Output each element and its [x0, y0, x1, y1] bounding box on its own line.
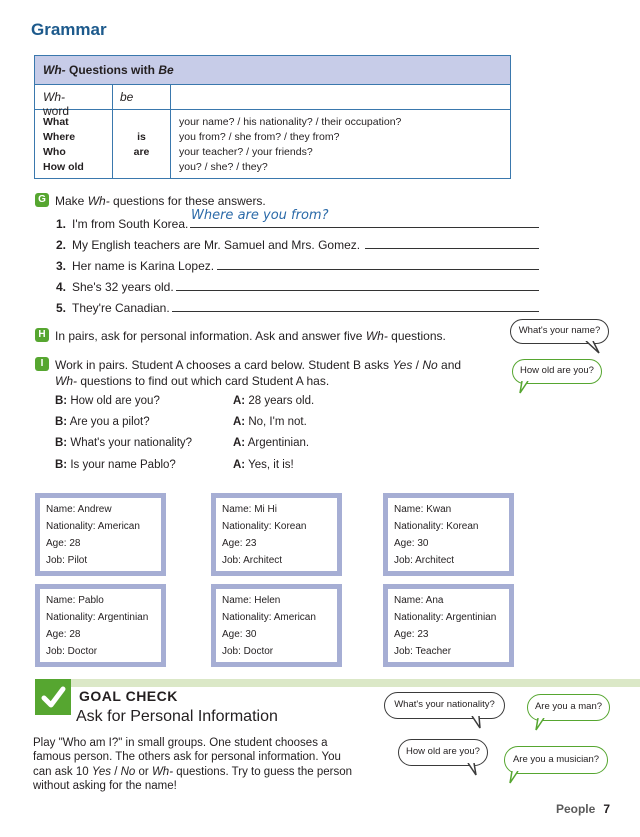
speech-bubble-how-old-goal: How old are you? — [398, 739, 488, 766]
bubble-tail — [470, 716, 486, 730]
checkmark-icon — [35, 679, 71, 715]
goal-check-title: Ask for Personal Information — [76, 708, 278, 725]
goal-check-label: GOAL CHECK — [79, 688, 178, 704]
col-head-be: be — [113, 85, 171, 109]
exercise-g-item-1: 1. I'm from South Korea. — [56, 217, 189, 231]
be-forms-cell: is are — [113, 110, 171, 178]
page-number: 7 — [603, 802, 610, 816]
exercise-i-badge: I — [35, 357, 49, 371]
page-footer — [556, 802, 610, 816]
bubble-tail — [466, 763, 480, 777]
speech-bubble-whats-your-name: What's your name? — [510, 319, 609, 344]
exercise-g-item-5: 5. They're Canadian. — [56, 301, 170, 315]
goal-check-box — [35, 679, 71, 715]
exercise-i-instruction-line2: Wh- questions to find out which card Student A has. — [55, 374, 330, 388]
goal-check-bar — [35, 679, 640, 687]
grammar-table-title: Wh- Questions with Be — [35, 56, 510, 85]
dialogue-a-1: A: 28 years old. — [233, 395, 315, 407]
person-card-mi-hi[interactable]: Name: Mi Hi Nationality: Korean Age: 23 Job: Architect — [211, 493, 342, 576]
grammar-table-body — [35, 110, 510, 178]
speech-bubble-are-you-a-man: Are you a man? — [527, 694, 610, 721]
wh-words-cell: What Where Who How old — [35, 110, 113, 178]
person-card-ana[interactable]: Name: Ana Nationality: Argentinian Age: 23 Job: Teacher — [383, 584, 514, 667]
exercise-h-instruction: In pairs, ask for personal information. Ask and answer five Wh- questions. — [55, 329, 446, 343]
answer-line-1[interactable] — [190, 227, 539, 228]
dialogue-a-4: A: Yes, it is! — [233, 459, 294, 471]
exercise-g-answer-1: Where are you from? — [191, 208, 329, 223]
section-name: People — [555, 802, 596, 816]
exercise-g-instruction: Make Wh- questions for these answers. — [55, 194, 266, 208]
goal-check-paragraph: Play "Who am I?" in small groups. One student chooses a famous person. The others ask for personal information. You can ask 10 Yes / No or Wh- questions. Try to guess the person without asking for the name! — [33, 737, 353, 792]
speech-bubble-musician: Are you a musician? — [504, 746, 608, 774]
person-card-andrew[interactable]: Name: Andrew Nationality: American Age: 28 Job: Pilot — [35, 493, 166, 576]
exercise-h-badge: H — [35, 328, 49, 342]
grammar-table-header — [35, 85, 510, 118]
exercise-g-item-2: 2. My English teachers are Mr. Samuel and Mrs. Gomez. — [56, 238, 361, 252]
bubble-tail — [508, 771, 522, 785]
bubble-tail — [518, 381, 534, 395]
bubble-tail — [534, 718, 548, 732]
dialogue-b-1: B: How old are you? — [55, 395, 160, 407]
person-card-kwan[interactable]: Name: Kwan Nationality: Korean Age: 30 Job: Architect — [383, 493, 514, 576]
dialogue-a-2: A: No, I'm not. — [233, 416, 307, 428]
bubble-tail — [585, 341, 603, 355]
person-card-pablo[interactable]: Name: Pablo Nationality: Argentinian Age: 28 Job: Doctor — [35, 584, 166, 667]
answer-line-5[interactable] — [172, 311, 539, 312]
exercise-g-item-3: 3. Her name is Karina Lopez. — [56, 259, 215, 273]
person-card-helen[interactable]: Name: Helen Nationality: American Age: 30 Job: Doctor — [211, 584, 342, 667]
answer-line-4[interactable] — [176, 290, 539, 291]
exercise-g-item-4: 4. She's 32 years old. — [56, 280, 174, 294]
speech-bubble-how-old: How old are you? — [512, 359, 602, 384]
speech-bubble-nationality: What's your nationality? — [384, 692, 505, 719]
answer-line-3[interactable] — [217, 269, 539, 270]
col-head-wh-word: Wh- word — [35, 85, 113, 109]
dialogue-b-3: B: What's your nationality? — [55, 437, 193, 449]
exercise-i-instruction-line1: Work in pairs. Student A chooses a card below. Student B asks Yes / No and — [55, 358, 462, 372]
dialogue-b-2: B: Are you a pilot? — [55, 416, 150, 428]
dialogue-b-4: B: Is your name Pablo? — [55, 459, 176, 471]
answer-line-2[interactable] — [365, 248, 539, 249]
grammar-table — [34, 55, 511, 179]
dialogue-a-3: A: Argentinian. — [233, 437, 310, 449]
completions-cell: your name? / his nationality? / their occupation? you from? / she from? / they from? your teacher? / your friends? you? / she? / they? — [179, 116, 402, 173]
page-heading: Grammar — [31, 20, 107, 39]
exercise-g-badge: G — [35, 193, 49, 207]
